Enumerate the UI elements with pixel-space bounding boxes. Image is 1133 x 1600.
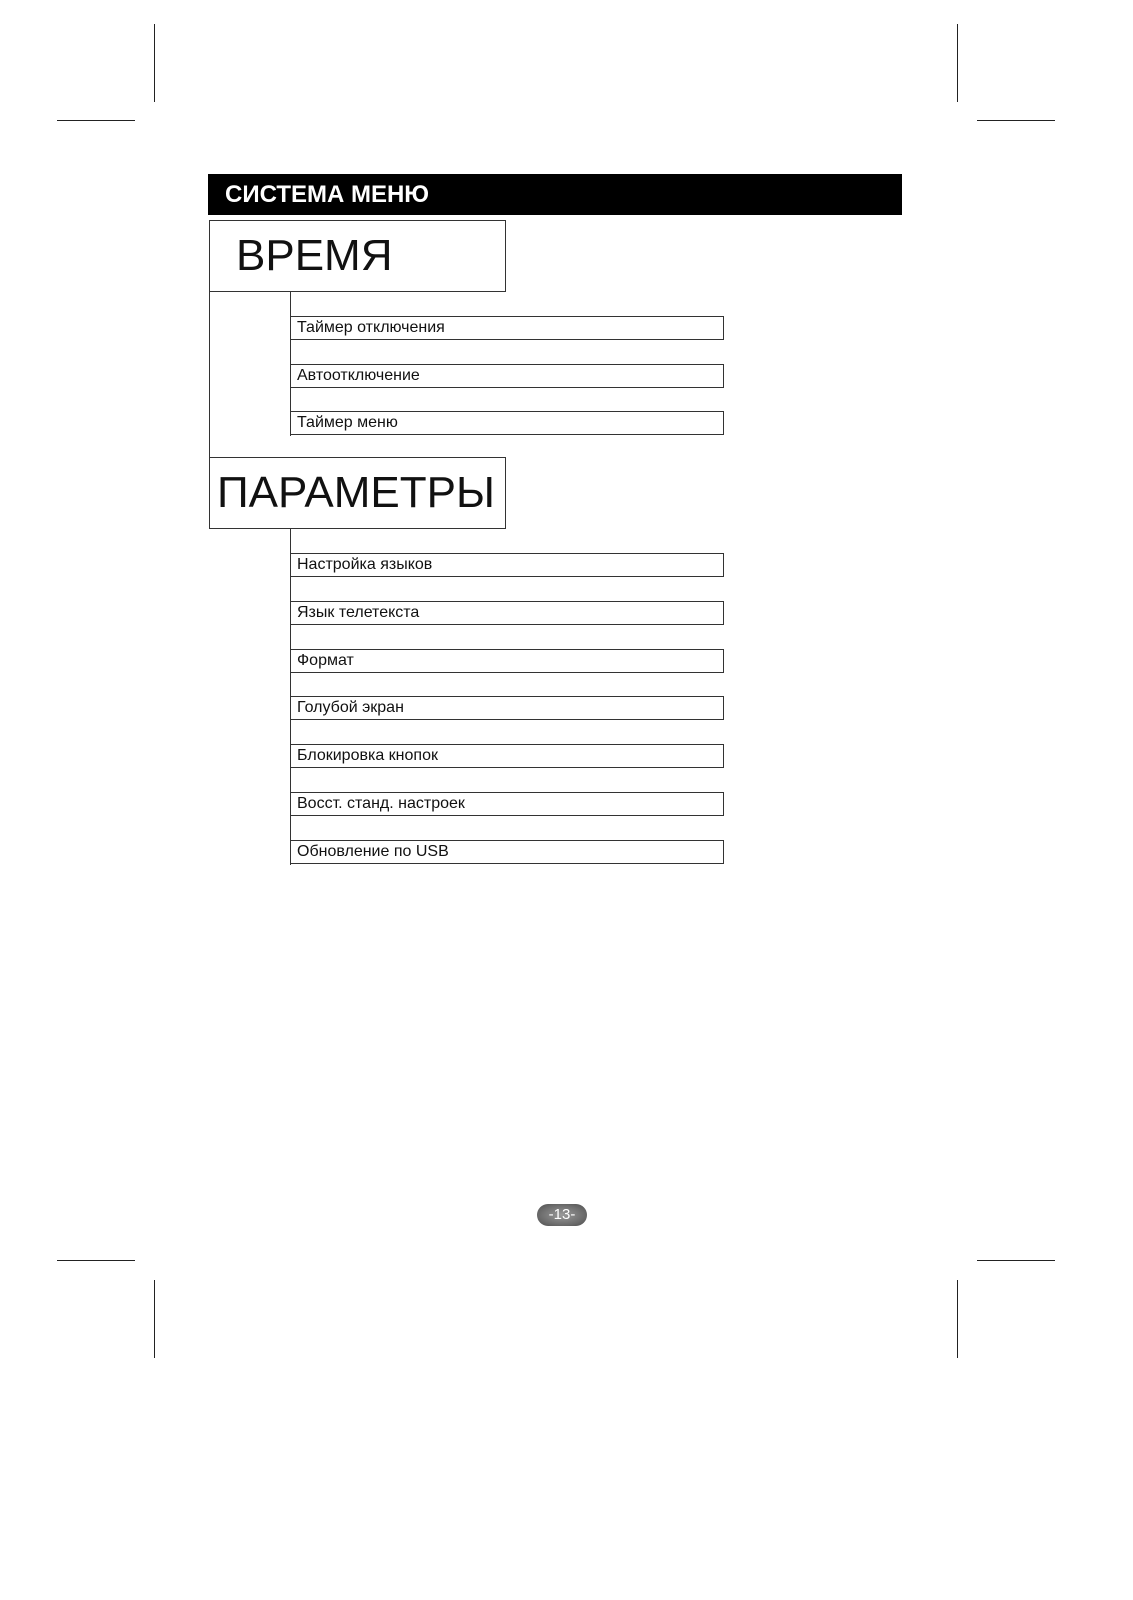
page-number: -13-: [537, 1204, 587, 1226]
menu-item-language-settings: Настройка языков: [290, 553, 724, 577]
menu-section-time: ВРЕМЯ: [209, 220, 506, 292]
menu-section-parameters: ПАРАМЕТРЫ: [209, 457, 506, 529]
section-header: СИСТЕМА МЕНЮ: [208, 174, 902, 215]
menu-item-usb-update: Обновление по USB: [290, 840, 724, 864]
crop-mark-bottom-right-horizontal: [977, 1260, 1055, 1261]
tree-connector-outer: [209, 291, 210, 458]
menu-item-teletext-language: Язык телетекста: [290, 601, 724, 625]
menu-item-format: Формат: [290, 649, 724, 673]
menu-item-sleep-timer: Таймер отключения: [290, 316, 724, 340]
crop-mark-top-left-vertical: [154, 24, 155, 102]
crop-mark-top-right-horizontal: [977, 120, 1055, 121]
crop-mark-bottom-left-horizontal: [57, 1260, 135, 1261]
menu-item-blue-screen: Голубой экран: [290, 696, 724, 720]
crop-mark-top-right-vertical: [957, 24, 958, 102]
crop-mark-bottom-right-vertical: [957, 1280, 958, 1358]
crop-mark-top-left-horizontal: [57, 120, 135, 121]
menu-item-restore-defaults: Восст. станд. настроек: [290, 792, 724, 816]
menu-item-button-lock: Блокировка кнопок: [290, 744, 724, 768]
menu-item-auto-off: Автоотключение: [290, 364, 724, 388]
menu-item-menu-timer: Таймер меню: [290, 411, 724, 435]
crop-mark-bottom-left-vertical: [154, 1280, 155, 1358]
